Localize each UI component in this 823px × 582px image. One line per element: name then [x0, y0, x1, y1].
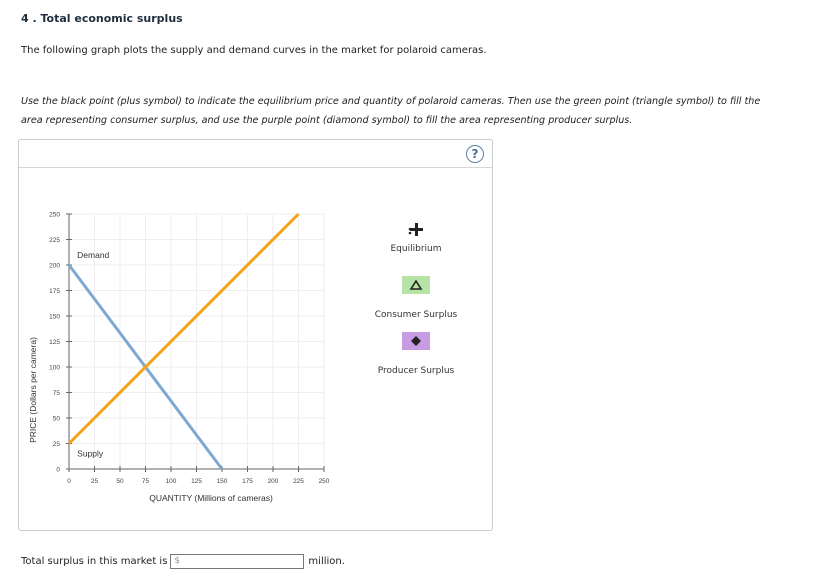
y-tick-label: 50 — [52, 415, 60, 423]
y-tick-label: 225 — [49, 237, 60, 244]
consumer-surplus-label: Consumer Surplus — [374, 310, 458, 320]
y-tick-label: 150 — [49, 313, 60, 321]
answer-row — [21, 554, 345, 569]
triangle-icon[interactable] — [402, 276, 430, 294]
x-tick-label: 75 — [141, 478, 150, 485]
x-tick-label: 25 — [90, 478, 99, 485]
x-tick-label: 225 — [293, 478, 304, 485]
x-tick-label: 200 — [267, 478, 279, 485]
x-tick-label: 50 — [116, 478, 124, 485]
answer-prefix: Total surplus in this market is — [21, 556, 168, 567]
y-tick-label: 25 — [52, 441, 60, 448]
y-tick-label: 200 — [49, 262, 60, 270]
y-tick-label: 250 — [49, 211, 60, 219]
y-tick-label: 100 — [49, 364, 60, 372]
demand-label: Demand — [77, 249, 110, 260]
x-tick-label: 175 — [242, 478, 253, 485]
producer-surplus-label: Producer Surplus — [377, 366, 455, 376]
answer-suffix: million. — [308, 556, 345, 567]
question-instructions: Use the black point (plus symbol) to indicate the equilibrium price and quantity of polaroid cameras. Then use the green point (triangle symbol) to fill the area representing consumer surplus, and use the purple point (diamond symbol) to fill the area representing producer surplus. — [21, 96, 761, 126]
x-tick-label: 250 — [318, 478, 330, 485]
help-button[interactable]: ? — [466, 145, 484, 163]
producer-surplus-tool[interactable] — [366, 332, 466, 376]
x-tick-label: 150 — [216, 478, 228, 485]
question-title: 4 . Total economic surplus — [21, 12, 183, 25]
plus-icon[interactable] — [406, 220, 426, 240]
y-tick-label: 0 — [56, 466, 60, 474]
x-tick-label: 0 — [67, 478, 71, 485]
equilibrium-tool[interactable] — [366, 220, 466, 254]
diamond-icon[interactable] — [402, 332, 430, 350]
y-tick-label: 125 — [49, 339, 60, 346]
x-axis-label: QUANTITY (Millions of cameras) — [149, 493, 273, 503]
graph-panel — [18, 139, 493, 531]
x-tick-label: 100 — [165, 478, 177, 485]
total-surplus-input[interactable]: $ — [170, 554, 304, 569]
question-intro: The following graph plots the supply and demand curves in the market for polaroid cameras. — [21, 45, 487, 56]
equilibrium-label: Equilibrium — [390, 244, 442, 254]
y-tick-label: 75 — [52, 390, 60, 397]
supply-label: Supply — [77, 448, 104, 459]
y-tick-label: 175 — [49, 288, 60, 295]
consumer-surplus-tool[interactable] — [366, 276, 466, 320]
supply-curve[interactable] — [69, 214, 299, 444]
x-tick-label: 125 — [191, 478, 202, 485]
y-axis-label: PRICE (Dollars per camera) — [28, 337, 38, 443]
